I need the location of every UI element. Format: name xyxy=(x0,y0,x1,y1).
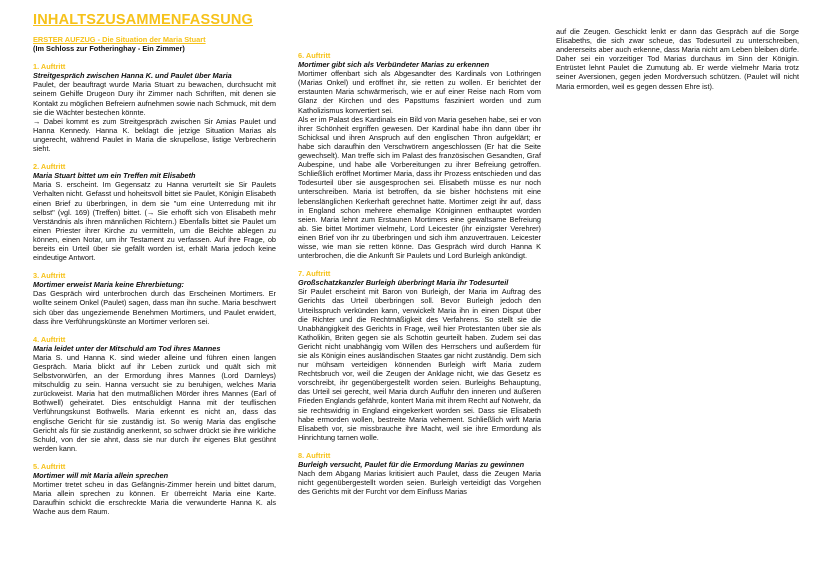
section-title: Streitgespräch zwischen Hanna K. und Paulet über Maria xyxy=(33,71,232,81)
section-heading: 7. Auftritt xyxy=(298,269,331,279)
setting-line: (Im Schloss zur Fotheringhay - Ein Zimmer) xyxy=(33,44,185,54)
section-title: Großschatzkanzler Burleigh überbringt Maria ihr Todesurteil xyxy=(298,278,509,288)
section-title: Maria leidet unter der Mitschuld am Tod ihres Mannes xyxy=(33,343,221,353)
section-heading: 8. Auftritt xyxy=(298,450,331,460)
section-title: Burleigh versucht, Paulet für die Ermordung Marias zu gewinnen xyxy=(298,460,525,470)
section-3 xyxy=(33,271,276,326)
section-5 xyxy=(33,462,276,517)
section-paragraph: Maria S. und Hanna K. sind wieder alleine und führen einen langen Gespräch. Maria blickt auf ihr Leben zurück und quält sich mit Selbstvorwürfen, an der Ermordung ihres Mannes (Lord Darnleys) mitschuldig zu sein. Hanna versucht sie zu beruhigen, welches Maria zurückweist. Maria hat den mutmaßlichen Mörder ihres Mannes (Earl of Bothwell) geheiratet. Dies entschuldigt Hanna mit der teuflischen Verführungskunst Bothwells. Maria erkennt es nicht an, dass das englische Gericht für sie zuständig ist. So wenig Maria das englische Gericht als für sie zuständig anerkennt, so schwer drückt sie ihre wirkliche Schuld, von der sie ahnt, dass sie nur durch ihr eigenes Blut gesühnt werden kann. xyxy=(33,352,276,453)
section-paragraph: Mortimer tretet scheu in das Gefängnis-Zimmer herein und bittet darum, Maria allein sprechen zu können. Er überreicht Maria eine Karte. Daraufhin schickt die erschreckte Maria die verwunderte Hanna K. als Wache aus dem Raum. xyxy=(33,480,276,517)
section-title: Maria Stuart bittet um ein Treffen mit Elisabeth xyxy=(33,171,196,181)
column-3 xyxy=(556,27,799,91)
section-paragraph: Paulet, der beauftragt wurde Maria Stuart zu bewachen, durchsucht mit seinem Gehilfe Drugeon Dury ihr Zimmer nach Schriften, mit denen sie Kontakt zu möglichen Befreiern aufnehmen sowie nach Schmuck, mit dem sie die Wächter bestechen könnte. xyxy=(33,80,276,117)
section-paragraph: → Dabei kommt es zum Streitgespräch zwischen Sir Amias Paulet und Hanna Kennedy. Hanna K. beklagt die jetzige Situation Marias als ungerecht, während Paulet in Maria die skrupellose, listige Verbrecherin sieht. xyxy=(33,116,276,154)
section-1 xyxy=(33,62,276,153)
section-heading: 1. Auftritt xyxy=(33,62,66,72)
section-4 xyxy=(33,335,276,453)
section-title: Mortimer erweist Maria keine Ehrerbietung: xyxy=(33,280,184,290)
section-heading: 4. Auftritt xyxy=(33,334,66,344)
section-7 xyxy=(298,269,541,442)
section-paragraph: Mortimer offenbart sich als Abgesandter des Kardinals von Lothringen (Marias Onkel) und eröffnet ihr, sie retten zu wollen. Er berichtet der erstaunten Maria schwärmerisch, wie er auf einer Reise nach Rom vom Glanz der Kirchen und des Papsttums fasziniert worden und zum Katholizismus konvertiert sei. xyxy=(298,69,541,115)
section-title: Mortimer gibt sich als Verbündeter Marias zu erkennen xyxy=(298,60,490,70)
section-paragraph: Als er im Palast des Kardinals ein Bild von Maria gesehen habe, sei er von ihrer Schönheit ergriffen gewesen. Der Kardinal habe ihn dann über ihr Schicksal und ihren Anspruch auf den englischen Thron aufgeklärt; er habe sich daraufhin den Verschwörern angeschlossen (Er hat die Seite gewechselt). Man treffe sich im Palast des französischen Gesandten, Graf Aubespine, und habe alle Vorbereitungen zu ihrer Befreiung getroffen. Schließlich eröffnet Mortimer Maria, dass ihr Prozess entschieden und das Todesurteil über sie ausgesprochen sei. Elisabeth müsse es nur noch unterschreiben. Maria ist betroffen, da sie bisher höchstens mit eine lebenslänglichen Kerkerhaft gerechnet hatte. Mortimer zeigt ihr auf, dass in England schon mehrere ehemalige Königinnen enthauptet worden seien. Maria lehnt zum Erstaunen Mortimers eine gewaltsame Befreiung ab. Sie bittet Mortimer vielmehr, Lord Leicester (ihr einzigster Verehrer) einen Brief von ihr zu überbringen und sich ihm anzuvertrauen. Leicester wisse, wie man sie retten könne. Das Gespräch wird durch Hanna K unterbrochen, die die Ankunft Sir Paulets und Lord Burleigh ankündigt. xyxy=(298,114,541,261)
section-heading: 3. Auftritt xyxy=(33,271,66,281)
column-2 xyxy=(298,42,541,496)
section-paragraph: Maria S. erscheint. Im Gegensatz zu Hanna verurteilt sie Sir Paulets Verhalten nicht. Gefasst und hoheitsvoll bittet sie Paulet, Königin Elisabeth einen Brief zu überbringen, in dem sie "um eine Unterredung mit ihr selbst" (vgl. 169) (Treffen) bittet. (→ Sie erhofft sich von Elisabeth mehr Verständnis als ihren männlichen Richtern.) Ebenfalls bittet sie Paulet um einen Priester ihrer Kirche zu vermitteln, um die Beichte ablegen zu können, einen Notar, um ihr Testament zu verfassen. Auf ihre Frage, ob bereits ein Urteil über sie gefällt worden ist, erhält Maria jedoch keine eindeutige Antwort. xyxy=(33,180,276,263)
section-heading: 2. Auftritt xyxy=(33,162,66,172)
document-title: INHALTSZUSAMMENFASSUNG xyxy=(33,12,254,28)
section-6 xyxy=(298,51,541,260)
section-title: Mortimer will mit Maria allein sprechen xyxy=(33,471,169,481)
section-paragraph: Sir Paulet erscheint mit Baron von Burleigh, der Maria im Auftrag des Gerichts das Urteil überbringen soll. Bevor Burleigh jedoch den Urteilsspruch verkünden kann, verwickelt Maria ihn in einen Disput über die Richter und die Rechtmäßigkeit des Verfahrens. So stellt sie die Unabhängigkeit des Gerichts in Frage, weil hier Protestanten über sie als Katholikin, Briten gegen sie als Schottin geurteilt haben. Zudem sei das Gericht nicht unabhängig vom Willen des Herrschers und außerdem für sie als Königin eines ausländischen Staates gar nicht zuständig. Dem sich nur mühsam verteidigen könnenden Burleigh wirft Maria zudem Rechtsbruch vor, weil die Zeugen der Anklage nicht, wie das Gesetz es vorschreibt, ihr gegenübergestellt worden seien. Burleighs Behauptung, das Urteil sei gerecht, weil Maria durch Auffuhr den inneren und äußeren Frieden Englands gefährde, kontert Maria mit ihrem Recht auf Notwehr, da sie rechtswidrig in England eingekerkert worden sei. Dass sie Elisabeth habe ermorden wollen, bestreite Maria vehement. Schließlich wirft Maria Elisabeth vor, sie missbrauche ihre Macht, weil sie ihre Ermordung als Hinrichtung tarnen wolle. xyxy=(298,287,541,442)
act-heading: ERSTER AUFZUG - Die Situation der Maria Stuart xyxy=(33,35,206,44)
section-8-continuation: auf die Zeugen. Geschickt lenkt er dann das Gespräch auf die Sorge Elisabeths, die sich zwar scheue, das Todesurteil zu unterschreiben, andererseits aber auch erkenne, dass Maria nicht am Leben bleiben dürfe. Daher sei ein vorzeitiger Tod Marias durchaus im Sinn der Königin. Entrüstet lehnt Paulet die Zumutung ab. Er werde vielmehr Maria trotz seiner Aversionen, gegen jeden Mordversuch schützen. (Paulet will nicht Maria ermorden, weil es gegen dessen Ehre ist). xyxy=(556,27,799,91)
section-paragraph: Das Gespräch wird unterbrochen durch das Erscheinen Mortimers. Er wollte seinem Onkel (Paulet) sagen, dass man ihn suche. Maria beschwert sich über das ungeziemende Benehmen Mortimers, und Paulet erwidert, dass ihre Verführungskünste an Mortimer verloren sei. xyxy=(33,289,276,326)
column-1 xyxy=(33,11,276,517)
section-2 xyxy=(33,162,276,262)
section-heading: 5. Auftritt xyxy=(33,461,66,471)
section-8 xyxy=(298,451,541,496)
section-heading: 6. Auftritt xyxy=(298,51,331,60)
section-paragraph: Nach dem Abgang Marias kritisiert auch Paulet, dass die Zeugen Maria nicht gegenübergestellt worden seien. Burleigh verteidigt das Vorgehen des Gerichts mit der Furcht vor dem Einfluss Marias xyxy=(298,469,541,497)
